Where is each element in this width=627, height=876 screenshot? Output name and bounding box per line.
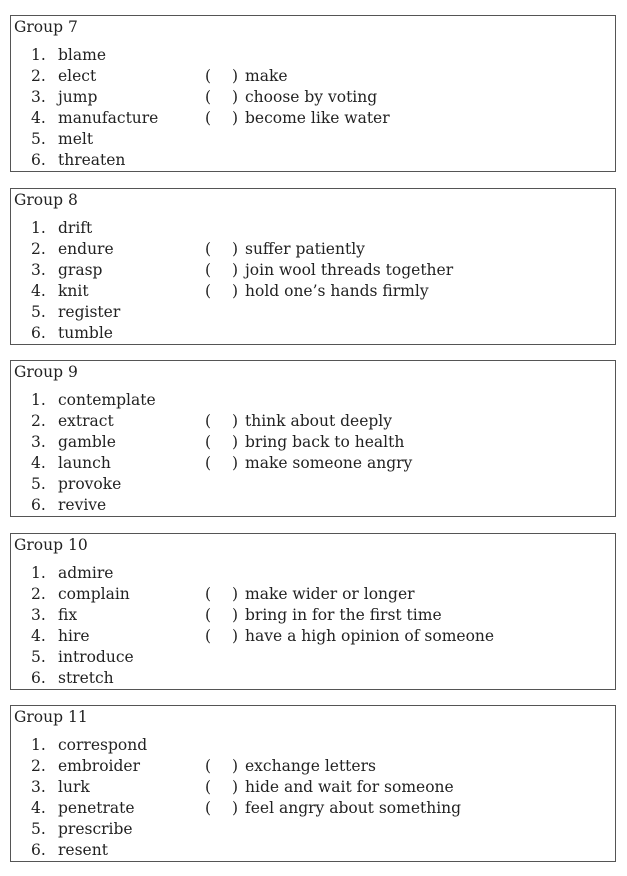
definition-item	[205, 411, 392, 432]
definition-item	[205, 239, 365, 260]
definition-text: have a high opinion of someone	[245, 627, 495, 645]
word-number: 2.	[31, 412, 46, 430]
word-number: 1.	[31, 564, 46, 582]
group-title: Group 11	[14, 708, 88, 726]
word-number: 5.	[31, 648, 46, 666]
word-text: stretch	[58, 669, 114, 687]
word-text: grasp	[58, 261, 103, 279]
word-item	[31, 108, 158, 129]
word-number: 1.	[31, 391, 46, 409]
word-item	[31, 474, 121, 495]
word-number: 5.	[31, 303, 46, 321]
word-item	[31, 150, 125, 171]
word-item	[31, 840, 108, 861]
word-text: launch	[58, 454, 111, 472]
word-item	[31, 239, 114, 260]
definition-text: make someone angry	[245, 454, 413, 472]
definition-text: choose by voting	[245, 88, 378, 106]
answer-blank-close-paren[interactable]: )	[232, 799, 239, 817]
word-number: 1.	[31, 219, 46, 237]
word-number: 2.	[31, 585, 46, 603]
word-item	[31, 495, 106, 516]
answer-blank-open-paren[interactable]: (	[205, 627, 212, 645]
word-text: tumble	[58, 324, 113, 342]
word-text: lurk	[58, 778, 90, 796]
exercise-group	[10, 188, 616, 345]
definition-item	[205, 108, 390, 129]
word-number: 3.	[31, 433, 46, 451]
answer-blank-open-paren[interactable]: (	[205, 412, 212, 430]
definition-item	[205, 777, 454, 798]
word-text: threaten	[58, 151, 126, 169]
word-number: 2.	[31, 757, 46, 775]
word-text: correspond	[58, 736, 148, 754]
answer-blank-open-paren[interactable]: (	[205, 606, 212, 624]
word-item	[31, 453, 111, 474]
word-text: knit	[58, 282, 89, 300]
answer-blank-open-paren[interactable]: (	[205, 88, 212, 106]
word-text: embroider	[58, 757, 140, 775]
answer-blank-close-paren[interactable]: )	[232, 88, 239, 106]
word-item	[31, 432, 116, 453]
word-number: 4.	[31, 454, 46, 472]
answer-blank-open-paren[interactable]: (	[205, 799, 212, 817]
answer-blank-close-paren[interactable]: )	[232, 606, 239, 624]
word-item	[31, 129, 93, 150]
word-item	[31, 605, 77, 626]
word-item	[31, 626, 90, 647]
word-item	[31, 302, 120, 323]
answer-blank-open-paren[interactable]: (	[205, 240, 212, 258]
word-number: 2.	[31, 67, 46, 85]
word-item	[31, 798, 135, 819]
definition-text: hide and wait for someone	[245, 778, 454, 796]
group-title: Group 7	[14, 18, 78, 36]
word-number: 3.	[31, 606, 46, 624]
word-number: 6.	[31, 151, 46, 169]
definition-text: join wool threads together	[245, 261, 454, 279]
answer-blank-close-paren[interactable]: )	[232, 282, 239, 300]
word-item	[31, 735, 147, 756]
answer-blank-open-paren[interactable]: (	[205, 67, 212, 85]
group-title: Group 8	[14, 191, 78, 209]
definition-text: make	[245, 67, 288, 85]
word-item	[31, 584, 130, 605]
answer-blank-close-paren[interactable]: )	[232, 778, 239, 796]
answer-blank-close-paren[interactable]: )	[232, 454, 239, 472]
definition-text: bring in for the first time	[245, 606, 442, 624]
word-text: manufacture	[58, 109, 159, 127]
word-text: extract	[58, 412, 114, 430]
definition-item	[205, 453, 412, 474]
definition-text: feel angry about something	[245, 799, 462, 817]
exercise-group	[10, 533, 616, 690]
definition-item	[205, 798, 461, 819]
word-number: 3.	[31, 778, 46, 796]
word-text: admire	[58, 564, 114, 582]
word-number: 3.	[31, 88, 46, 106]
exercise-group	[10, 705, 616, 862]
word-text: contemplate	[58, 391, 156, 409]
definition-text: think about deeply	[245, 412, 393, 430]
answer-blank-close-paren[interactable]: )	[232, 433, 239, 451]
group-title: Group 10	[14, 536, 88, 554]
answer-blank-close-paren[interactable]: )	[232, 240, 239, 258]
definition-text: suffer patiently	[245, 240, 365, 258]
word-number: 6.	[31, 669, 46, 687]
word-text: revive	[58, 496, 107, 514]
word-text: provoke	[58, 475, 122, 493]
word-text: melt	[58, 130, 94, 148]
definition-text: hold one’s hands firmly	[245, 282, 429, 300]
word-item	[31, 647, 134, 668]
word-text: prescribe	[58, 820, 133, 838]
answer-blank-open-paren[interactable]: (	[205, 757, 212, 775]
word-item	[31, 323, 113, 344]
word-item	[31, 819, 133, 840]
word-number: 2.	[31, 240, 46, 258]
answer-blank-open-paren[interactable]: (	[205, 109, 212, 127]
answer-blank-close-paren[interactable]: )	[232, 261, 239, 279]
word-number: 3.	[31, 261, 46, 279]
definition-text: bring back to health	[245, 433, 405, 451]
group-title: Group 9	[14, 363, 78, 381]
word-text: blame	[58, 46, 106, 64]
word-item	[31, 563, 113, 584]
answer-blank-open-paren[interactable]: (	[205, 433, 212, 451]
definition-item	[205, 584, 415, 605]
word-number: 6.	[31, 841, 46, 859]
definition-item	[205, 605, 442, 626]
word-item	[31, 668, 114, 689]
answer-blank-close-paren[interactable]: )	[232, 67, 239, 85]
word-item	[31, 281, 89, 302]
word-item	[31, 260, 102, 281]
word-item	[31, 45, 106, 66]
definition-text: make wider or longer	[245, 585, 415, 603]
word-item	[31, 390, 156, 411]
word-item	[31, 756, 140, 777]
answer-blank-close-paren[interactable]: )	[232, 109, 239, 127]
definition-item	[205, 281, 429, 302]
answer-blank-close-paren[interactable]: )	[232, 412, 239, 430]
answer-blank-open-paren[interactable]: (	[205, 261, 212, 279]
word-item	[31, 66, 96, 87]
definition-item	[205, 626, 494, 647]
word-text: hire	[58, 627, 90, 645]
definition-item	[205, 432, 404, 453]
word-number: 5.	[31, 820, 46, 838]
word-text: resent	[58, 841, 108, 859]
answer-blank-open-paren[interactable]: (	[205, 778, 212, 796]
word-text: gamble	[58, 433, 116, 451]
word-text: drift	[58, 219, 93, 237]
word-text: introduce	[58, 648, 134, 666]
word-number: 6.	[31, 496, 46, 514]
answer-blank-close-paren[interactable]: )	[232, 585, 239, 603]
word-number: 4.	[31, 109, 46, 127]
word-number: 4.	[31, 282, 46, 300]
word-text: complain	[58, 585, 130, 603]
word-item	[31, 777, 90, 798]
answer-blank-open-paren[interactable]: (	[205, 454, 212, 472]
word-text: penetrate	[58, 799, 135, 817]
definition-item	[205, 756, 376, 777]
answer-blank-open-paren[interactable]: (	[205, 585, 212, 603]
word-text: endure	[58, 240, 114, 258]
word-number: 1.	[31, 46, 46, 64]
word-text: jump	[58, 88, 98, 106]
answer-blank-open-paren[interactable]: (	[205, 282, 212, 300]
answer-blank-close-paren[interactable]: )	[232, 757, 239, 775]
definition-text: exchange letters	[245, 757, 376, 775]
word-number: 5.	[31, 130, 46, 148]
definition-item	[205, 260, 453, 281]
definition-item	[205, 87, 377, 108]
word-number: 4.	[31, 627, 46, 645]
word-number: 1.	[31, 736, 46, 754]
word-number: 6.	[31, 324, 46, 342]
definition-text: become like water	[245, 109, 390, 127]
word-number: 4.	[31, 799, 46, 817]
exercise-group	[10, 360, 616, 517]
word-item	[31, 411, 114, 432]
word-text: elect	[58, 67, 97, 85]
word-number: 5.	[31, 475, 46, 493]
word-item	[31, 218, 92, 239]
answer-blank-close-paren[interactable]: )	[232, 627, 239, 645]
word-text: fix	[58, 606, 78, 624]
word-item	[31, 87, 97, 108]
word-text: register	[58, 303, 121, 321]
exercise-group	[10, 15, 616, 172]
definition-item	[205, 66, 288, 87]
